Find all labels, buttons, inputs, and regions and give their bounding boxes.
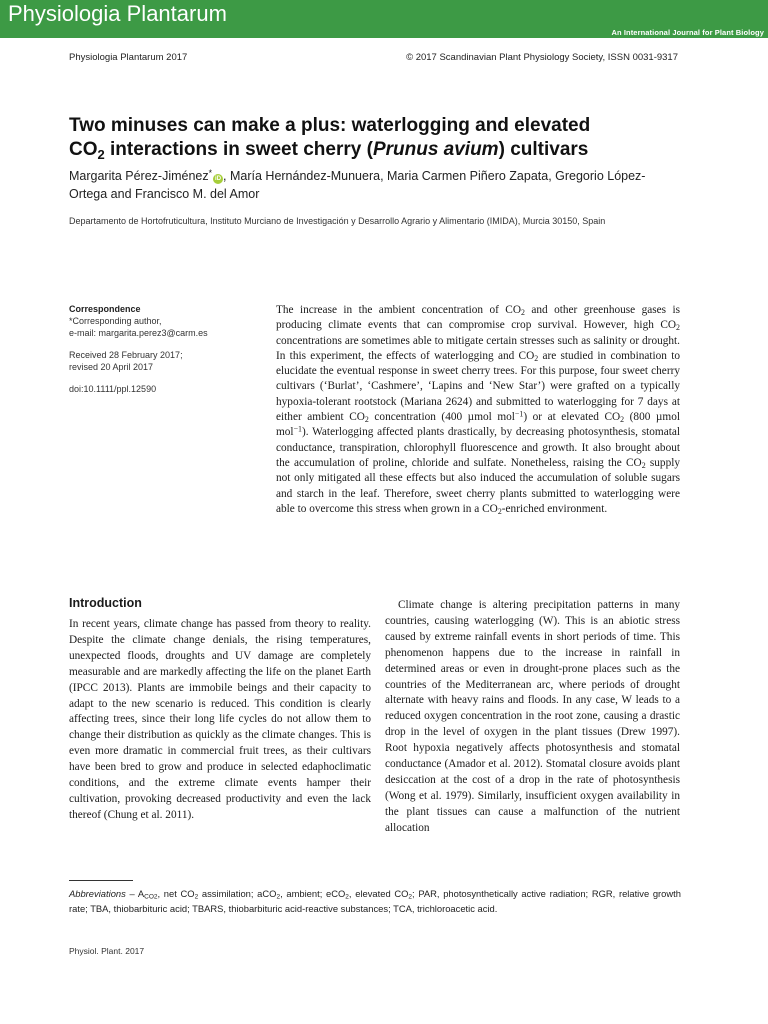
other-authors: , María Hernández-Munuera, Maria Carmen Piñero Zapata, Gregorio López-Ortega and Francisco M. del Amor <box>69 169 646 201</box>
corresponding-marker: * <box>208 168 213 179</box>
affiliation: Departamento de Hortofruticultura, Instituto Murciano de Investigación y Desarrollo Agrario y Alimentario (IMIDA), Murcia 30150, Spain <box>69 216 606 226</box>
introduction-heading: Introduction <box>69 596 142 610</box>
correspondence-heading: Correspondence <box>69 304 141 314</box>
abstract: The increase in the ambient concentration of $CO_2$ and other greenhouse gases is producing climate events that can compromise crop survival. However, high $CO_2$ concentrations are sometimes able to mitigate certain stresses such as salinity or drought. In this experiment, the effects of waterlogging and $CO_2$ are studied in combination to elucidate the eventual response in sweet cherry trees. For this purpose, four sweet cherry cultivars (‘Burlat’, ‘Cashmere’, ‘Lapins and ‘New Star’) were grafted on a typically hypoxia-tolerant rootstock (Mariana 2624) and submitted to waterlogging for 7 days at either ambient $CO_2$ concentration (400 µmol mol$^{-1}$) or at elevated $CO_2$ (800 µmol mol$^{-1}$). Waterlogging affected plants drastically, by decreasing photosynthesis, stomatal conductance, transpiration, chlorophyll fluorescence and growth. It also brought about the accumulation of proline, chloride and sulfate. Nonetheless, raising the $CO_2$ supply not only mitigated all these effects but also induced the accumulation of soluble sugars and starch in the leaf. Therefore, sweet cherry plants submitted to waterlogging were able to overcome this stress when grown in a $CO_2$-enriched environment. <box>276 304 681 516</box>
introduction-left-column <box>69 617 371 824</box>
received-date: Received 28 February 2017; <box>69 350 183 360</box>
corresponding-author-note: *Corresponding author, <box>69 316 162 326</box>
article-info-sidebar <box>69 303 249 395</box>
introduction-paragraph-1: In recent years, climate change has passed from theory to reality. Despite the climate change denials, the rising temperatures, unexpected floods, droughts and UV damage are completely measurable and are markedly affecting the life on the planet Earth (IPCC 2013). Plants are immobile beings and their capacity to adapt to the new scenario is reduced. This condition is clearly affecting trees, since their long life cycles do not allow them to change their distribution as quickly as the climate changes. This is even more dramatic in commercial fruit trees, as their cultivars have been bred to grow and produce in selected edaphoclimatic conditions, and the extreme climate events hamper their cultivation, provoking decreased productivity and even the lack thereof (Chung et al. 2011). <box>69 618 371 821</box>
introduction-right-column <box>385 598 680 837</box>
footer-citation: Physiol. Plant. 2017 <box>69 946 145 956</box>
correspondence-email[interactable]: e-mail: margarita.perez3@carm.es <box>69 328 208 338</box>
orcid-icon[interactable]: iD <box>215 176 222 182</box>
article-title: Two minuses can make a plus: waterlogging and elevated $CO_2$ interactions in sweet cherry (Prunus avium) cultivars <box>69 115 591 162</box>
footnote-divider <box>69 880 133 881</box>
journal-header-bar <box>0 0 768 38</box>
revised-date: revised 20 April 2017 <box>69 362 154 372</box>
first-author: Margarita Pérez-Jiménez <box>69 169 209 183</box>
copyright-line: © 2017 Scandinavian Plant Physiology Society, ISSN 0031-9317 <box>406 52 678 63</box>
abbreviations-footnote: Abbreviations – $A_{CO2}$, net $CO_2$ assimilation; aCO$_2$, ambient; eCO$_2$, elevated $CO_2$; PAR, photosynthetically active radiation; RGR, relative growth rate; TBA, thiobarbituric acid; TBARS, thiobarbituric acid-reactive substances; TCA, trichloroacetic acid. <box>69 888 681 914</box>
journal-name: Physiologia Plantarum <box>8 1 227 26</box>
doi-link[interactable]: doi:10.1111/ppl.12590 <box>69 384 157 394</box>
journal-tagline: An International Journal for Plant Biology <box>611 28 764 37</box>
introduction-paragraph-2: Climate change is altering precipitation patterns in many countries, causing waterlogging (W). This is an abiotic stress caused by extreme rainfall events in short periods of time. This phenomenon happens due to the increase in rainfall in determined areas or even in drought-prone places such as the countries of the Mediterranean arc, where periods of drought alternate with heavy rains and floods. In any case, W leads to a reduced oxygen concentration in the root zone, causing a drastic drop in the level of oxygen in the plant tissues (Drew 1997). Root hypoxia negatively affects photosynthesis and stomatal conductance (Amador et al. 2012). Stomatal closure avoids plant desiccation at the cost of a drop in the rate of photosynthesis (Wong et al. 1979). Similarly, insufficient oxygen availability in the plant tissues can cause a malfunction of the nutrient allocation <box>385 599 680 834</box>
author-list <box>69 167 669 203</box>
journal-year: Physiologia Plantarum 2017 <box>69 52 188 63</box>
